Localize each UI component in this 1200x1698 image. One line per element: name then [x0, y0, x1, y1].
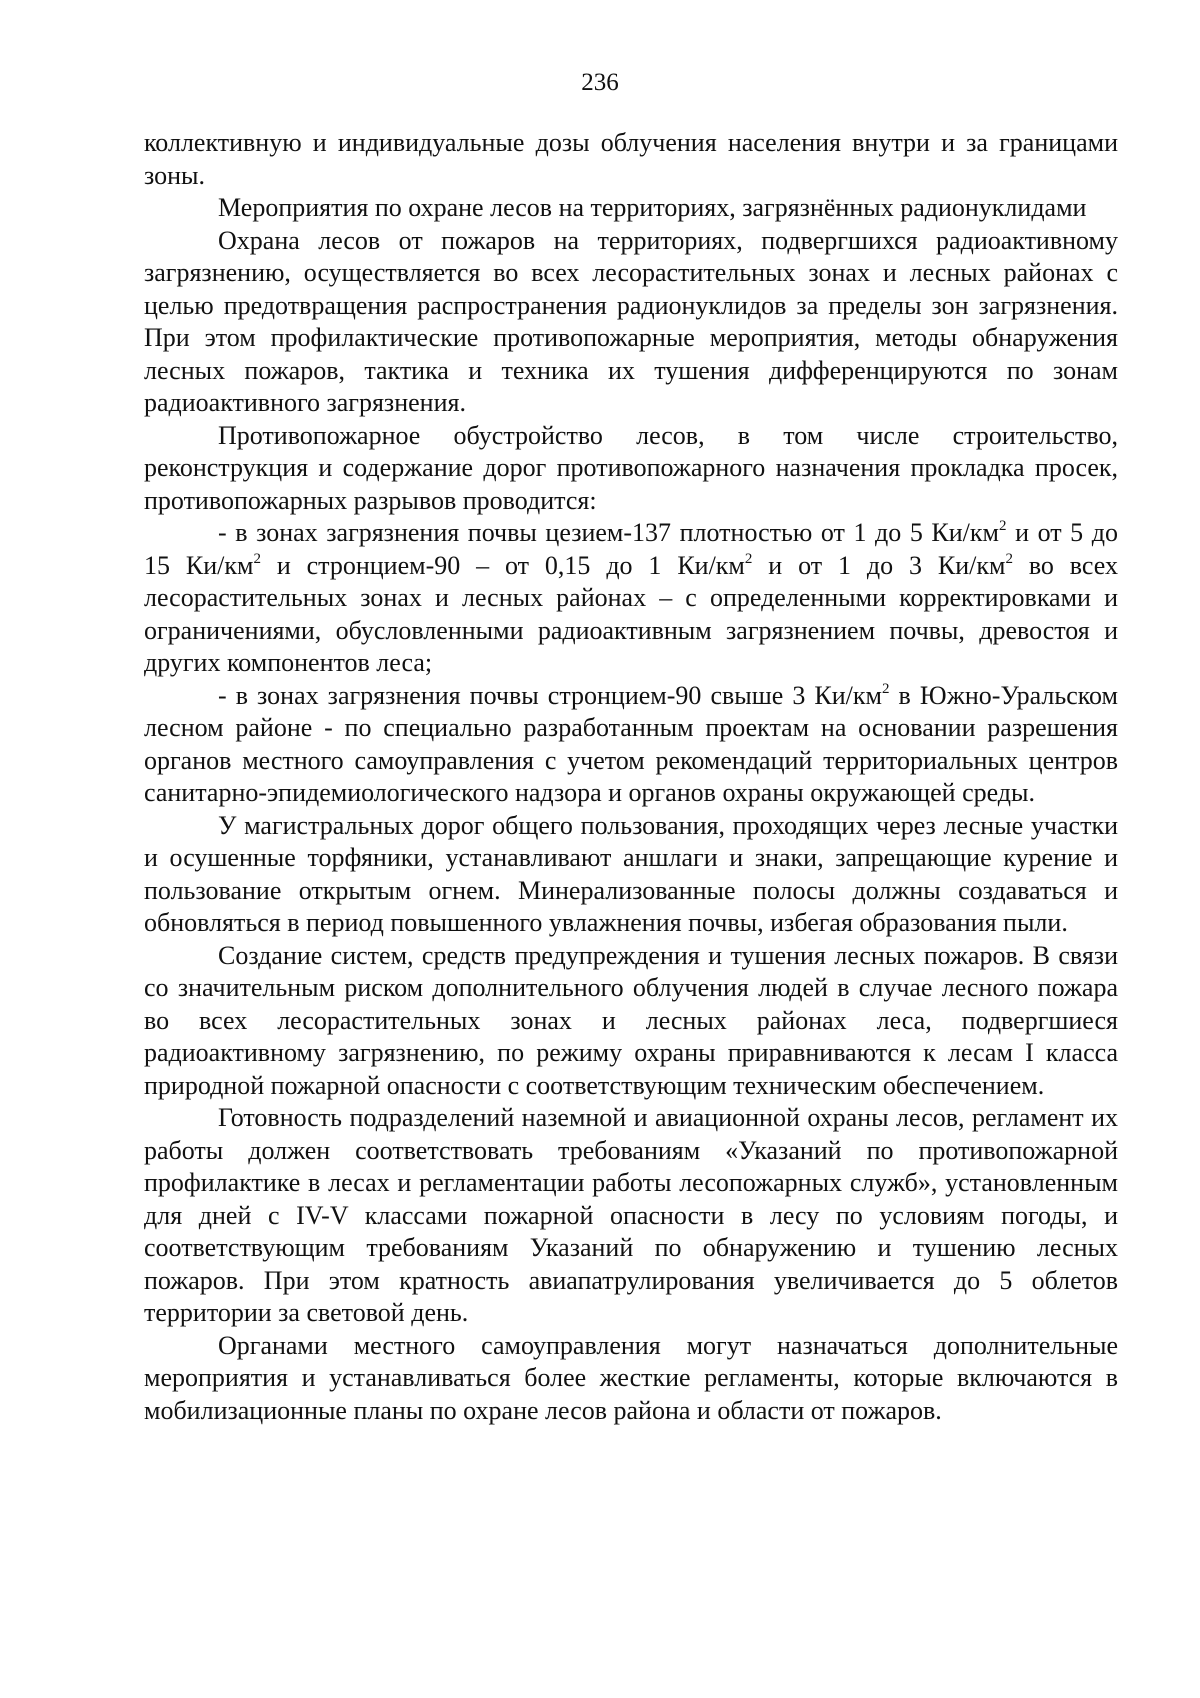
section-heading: Мероприятия по охране лесов на территориях, загрязнённых радионуклидами [218, 193, 1087, 222]
paragraph-readiness: Готовность подразделений наземной и авиационной охраны лесов, регламент их работы должен соответствовать требованиям «Указаний по противопожарной профилактике в лесах и регламентации работы лесопожарных служб», установленным для дней с IV-V классами пожарной опасности в лесу по условиям погоды, и соответствующим требованиям Указаний по обнаружению и тушению лесных пожаров. При этом кратность авиапатрулирования увеличивается до 5 облетов территории за световой день. [144, 1103, 1118, 1327]
paragraph-road-signs: У магистральных дорог общего пользования, проходящих через лесные участки и осушенные торфяники, устанавливают аншлаги и знаки, запрещающие курение и пользование открытым огнем. Минерализованные полосы должны создаваться и обновляться в период повышенного увлажнения почвы, избегая образования пыли. [144, 810, 1118, 937]
superscript: 2 [744, 550, 753, 567]
paragraph-local-authorities: Органами местного самоуправления могут назначаться дополнительные мероприятия и устанавливаться более жесткие регламенты, которые включаются в мобилизационные планы по охране лесов района и области от пожаров. [144, 1330, 1118, 1425]
document-body [144, 127, 1118, 1427]
superscript: 2 [882, 680, 890, 697]
list-item-cesium-zones [144, 517, 1118, 680]
page-number: 236 [581, 69, 619, 96]
paragraph-continuation: коллективную и индивидуальные дозы облучения населения внутри и за границами зоны. [144, 128, 1118, 190]
list-item-text: и стронцием-90 – от 0,15 до 1 Ки/км [260, 550, 745, 580]
superscript: 2 [253, 550, 261, 567]
list-item-text: и от 5 до 15 Ки/км [144, 518, 1118, 580]
list-item-text: в Южно-Уральском лесном районе - по специально разработанным проектам на основании разрешения органов местного самоуправления с учетом рекомендаций территориальных центров санитарно-эпидемиологического надзора и органов охраны окружающей среды. [144, 680, 1118, 807]
paragraph-fire-systems: Создание систем, средств предупреждения и тушения лесных пожаров. В связи со значительным риском дополнительного облучения людей в случае лесного пожара во всех лесорастительных зонах и лесных районах леса, подвергшиеся радиоактивному загрязнению, по режиму охраны приравниваются к лесам I класса природной пожарной опасности с соответствующим техническим обеспечением. [144, 940, 1118, 1100]
list-item-text: - в зонах загрязнения почвы цезием-137 плотностью от 1 до 5 Ки/км [218, 518, 999, 547]
list-item-text: и от 1 до 3 Ки/км [752, 550, 1006, 580]
list-item-strontium-zones [144, 680, 1118, 810]
list-item-text: во всех лесорастительных зонах и лесных районах – с определенными корректировками и ограничениями, обусловленными радиоактивным загрязнением почвы, древостоя и других компонентов леса; [144, 550, 1118, 677]
superscript: 2 [1005, 550, 1013, 567]
list-item-text: - в зонах загрязнения почвы стронцием-90 свыше 3 Ки/км [218, 680, 882, 710]
paragraph-fire-infrastructure: Противопожарное обустройство лесов, в том числе строительство, реконструкция и содержание дорог противопожарного назначения прокладка просек, противопожарных разрывов проводится: [144, 420, 1118, 515]
paragraph-fire-protection: Охрана лесов от пожаров на территориях, подвергшихся радиоактивному загрязнению, осуществляется во всех лесорастительных зонах и лесных районах с целью предотвращения распространения радионуклидов за пределы зон загрязнения. При этом профилактические противопожарные мероприятия, методы обнаружения лесных пожаров, тактика и техника их тушения дифференцируются по зонам радиоактивного загрязнения. [144, 225, 1118, 417]
superscript: 2 [999, 518, 1007, 534]
